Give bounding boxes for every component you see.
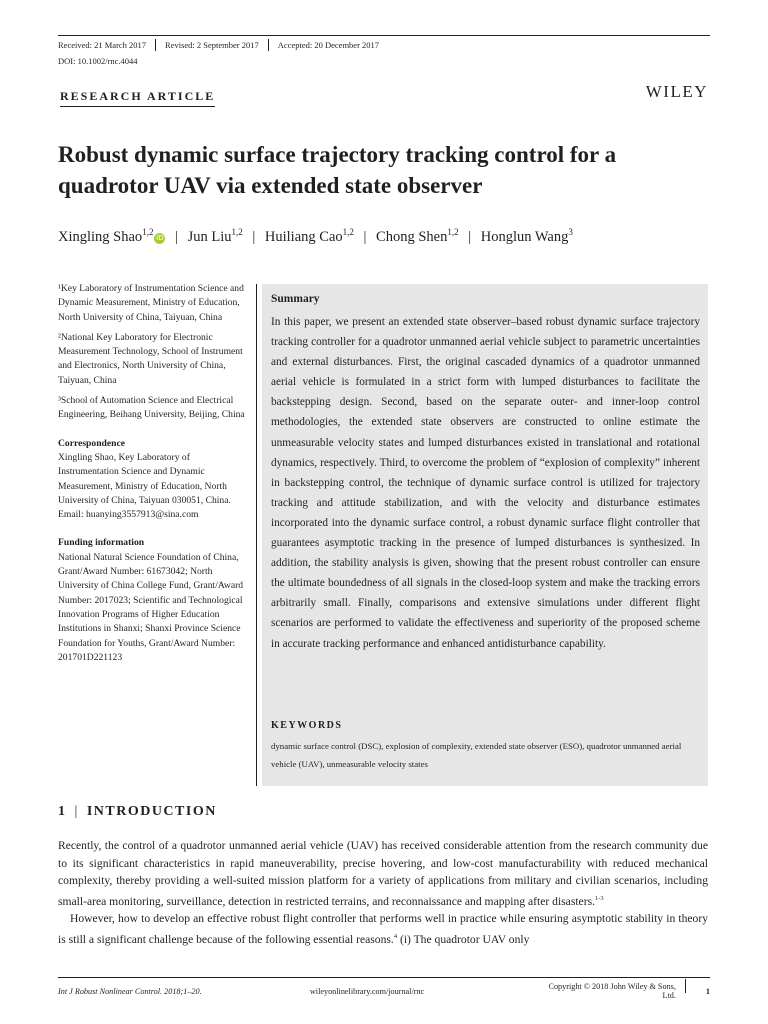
abstract-divider	[256, 284, 257, 786]
article-sidebar	[58, 282, 248, 665]
article-dates	[58, 39, 388, 51]
keywords-list: dynamic surface control (DSC), explosion of complexity, extended state observer (ESO), quadrotor unmanned aerial vehicle (UAV), unmeasurable velocity states	[271, 741, 682, 769]
footer-divider	[685, 979, 686, 993]
journal-url[interactable]: wileyonlinelibrary.com/journal/rnc	[309, 986, 425, 996]
author-name[interactable]: Honglun Wang	[480, 228, 569, 245]
accepted-date: Accepted: 20 December 2017	[277, 40, 380, 50]
affiliation: ²National Key Laboratory for Electronic Measurement Technology, School of Instrument and Electronics, North University of China, Taiyuan, China	[58, 331, 243, 386]
article-type: RESEARCH ARTICLE	[60, 89, 215, 107]
funding-heading: Funding information	[58, 537, 145, 549]
keywords-heading: KEYWORDS	[271, 720, 343, 731]
author-affiliation: 1,2	[142, 227, 154, 237]
author-name[interactable]: Jun Liu	[187, 228, 232, 245]
author-affiliation: 3	[568, 227, 573, 237]
author-name[interactable]: Chong Shen	[376, 228, 448, 245]
revised-date: Revised: 2 September 2017	[156, 39, 269, 51]
paragraph-text: However, how to develop an effective robust flight controller that performs well in practice while ensuring asymptotic stability in theory is still a significant challenge because of the following essential reasons.	[58, 912, 708, 946]
affiliation: ³School of Automation Science and Electrical Engineering, Beihang University, Beijing, China	[58, 395, 245, 421]
affiliation: ¹Key Laboratory of Instrumentation Science and Dynamic Measurement, Ministry of Education, North University of China, Taiyuan, China	[58, 283, 244, 323]
paragraph	[58, 837, 708, 910]
section-heading	[58, 804, 217, 820]
citation[interactable]: 1-3	[594, 894, 604, 902]
paper-title: Robust dynamic surface trajectory tracking control for a quadrotor UAV via extended state observer	[58, 142, 617, 198]
page-number: 1	[705, 986, 710, 996]
author-name[interactable]: Xingling Shao	[58, 228, 143, 245]
funding-text: National Natural Science Foundation of China, Grant/Award Number: 61673042; North University of China College Fund, Grant/Award Number: 2017023; Scientific and Technological Innovation Programs of Higher Education Institutions in Shanxi; Shanxi Province Science Foundation for Youths, Grant/Award Number: 201701D221123	[58, 551, 244, 663]
header-rule	[58, 35, 710, 36]
doi[interactable]: DOI: 10.1002/rnc.4044	[58, 56, 138, 66]
author-separator: |	[363, 228, 367, 245]
section-title: INTRODUCTION	[86, 804, 217, 819]
received-date: Received: 21 March 2017	[58, 39, 156, 51]
abstract-text: In this paper, we present an extended state observer–based robust dynamic surface trajectory tracking controller for a quadrotor unmanned aerial vehicle subject to parametric uncertainties and external disturbances. First, the original cascaded dynamics of a quadrotor unmanned aerial vehicle is formulated in a strict form with lumped disturbances to facilitate the backstepping design. Second, based on the separate outer- and inner-loop control methodologies, the extended state observers are constructed to online estimate the unmeasurable velocity states and lumped disturbances existed in translational and rotational dynamics, respectively. Third, to overcome the problem of “explosion of complexity” inherent in backstepping control, the technique of dynamic surface control is utilized for trajectory tracking and attitude stabilization, and with the velocity and disturbance estimates incorporated into the dynamic surface control, a robust dynamic surface flight controller that guarantees asymptotic tracking in the presence of lumped disturbances is synthesized. In addition, the stability analysis is given, showing that the present robust controller can ensure the ultimate boundedness of all signals in the closed-loop system and make the tracking errors arbitrarily small. Finally, comparisons and extensive simulations under different flight scenarios are performed to validate the effectiveness and superiority of the proposed scheme in accurate tracking performance and enhanced antidisturbance capability.	[271, 316, 700, 650]
author-separator: |	[175, 228, 178, 245]
abstract-heading: Summary	[271, 293, 320, 305]
introduction-body	[58, 837, 708, 948]
page-footer	[58, 982, 710, 1000]
section-number: 1	[58, 804, 67, 819]
author-list	[58, 227, 718, 246]
author-affiliation: 1,2	[342, 227, 354, 237]
correspondence-email[interactable]: Email: huanying3557913@sina.com	[58, 509, 199, 521]
journal-citation: Int J Robust Nonlinear Control. 2018;1–20.	[58, 986, 202, 996]
section-separator: |	[74, 804, 79, 819]
footer-rule	[58, 977, 710, 978]
author-separator: |	[468, 228, 472, 245]
author-separator: |	[252, 228, 256, 245]
publisher-logo: WILEY	[645, 82, 708, 101]
author-affiliation: 1,2	[231, 227, 243, 237]
paragraph-text: Recently, the control of a quadrotor unmanned aerial vehicle (UAV) has received considerable attention from the research community due to its significant characteristics in rapid maneuverability, precise hovering, and low-cost manufacturability with reduced mechanical complexity, thereby providing a well-suited mission platform for a variety of applications from military and civilian scenarios, including small-area monitoring, surveillance, detection in restricted terrains, and reconnaissance and mapping after disasters.	[58, 839, 708, 908]
author-name[interactable]: Huiliang Cao	[264, 228, 343, 245]
copyright: Copyright © 2018 John Wiley & Sons, Ltd.	[548, 982, 676, 1000]
paragraph-text: (i) The quadrotor UAV only	[397, 932, 530, 946]
author-affiliation: 1,2	[447, 227, 459, 237]
paragraph	[58, 910, 708, 948]
orcid-icon[interactable]: iD	[156, 233, 164, 242]
citation[interactable]: 4	[393, 932, 398, 940]
correspondence-heading: Correspondence	[58, 437, 125, 449]
correspondence-text: Xingling Shao, Key Laboratory of Instrumentation Science and Dynamic Measurement, Ministry of Education, North University of China, Taiyuan 030051, China.	[58, 451, 231, 506]
